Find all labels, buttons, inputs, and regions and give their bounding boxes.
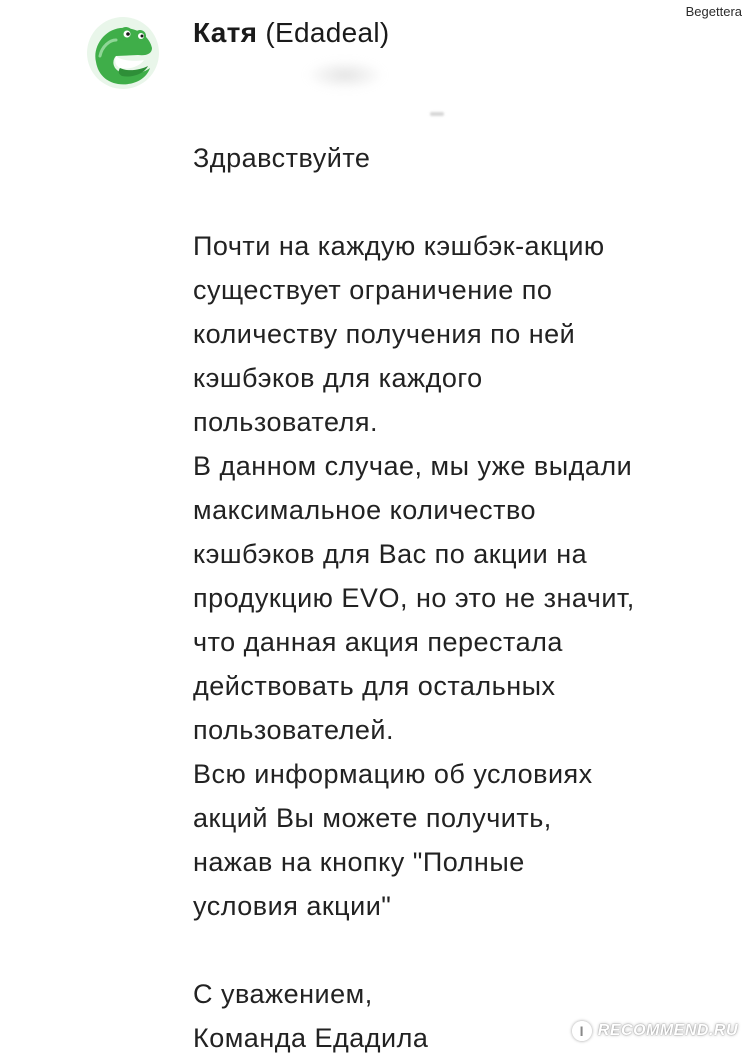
message-line: В данном случае, мы уже выдали xyxy=(193,451,633,481)
message-body xyxy=(193,136,733,1060)
signature xyxy=(193,972,733,1060)
message-line: существует ограничение по xyxy=(193,275,553,305)
crocodile-icon xyxy=(86,16,160,90)
message-line: условия акции" xyxy=(193,891,392,921)
message-line: кэшбэков для Вас по акции на xyxy=(193,539,588,569)
sender-org: (Edadeal) xyxy=(265,17,390,48)
sender-header xyxy=(193,14,389,52)
watermark-text: RECOMMEND.RU xyxy=(597,1022,738,1039)
message-line: пользователя. xyxy=(193,407,378,437)
recommend-badge-icon: I xyxy=(572,1021,592,1041)
message-line: Всю информацию об условиях xyxy=(193,759,593,789)
message-line: продукцию EVO, но это не значит, xyxy=(193,583,635,613)
watermark-top: Begettera xyxy=(685,4,742,19)
avatar xyxy=(86,16,160,90)
message-line: максимальное количество xyxy=(193,495,537,525)
redacted-area xyxy=(305,60,385,90)
message-paragraph xyxy=(193,224,733,928)
message-line: действовать для остальных xyxy=(193,671,556,701)
sender-name: Катя xyxy=(193,17,258,48)
greeting: Здравствуйте xyxy=(193,143,371,173)
closing-line: С уважением, xyxy=(193,979,373,1009)
message-line: акций Вы можете получить, xyxy=(193,803,552,833)
message-line: кэшбэков для каждого xyxy=(193,363,483,393)
redacted-dot xyxy=(430,112,444,116)
closing-line: Команда Едадила xyxy=(193,1023,429,1053)
message-line: пользователей. xyxy=(193,715,394,745)
message-line: Почти на каждую кэшбэк-акцию xyxy=(193,231,605,261)
message-line: что данная акция перестала xyxy=(193,627,563,657)
message-line: нажав на кнопку "Полные xyxy=(193,847,525,877)
message-line: количеству получения по ней xyxy=(193,319,576,349)
watermark-bottom xyxy=(572,1021,738,1041)
